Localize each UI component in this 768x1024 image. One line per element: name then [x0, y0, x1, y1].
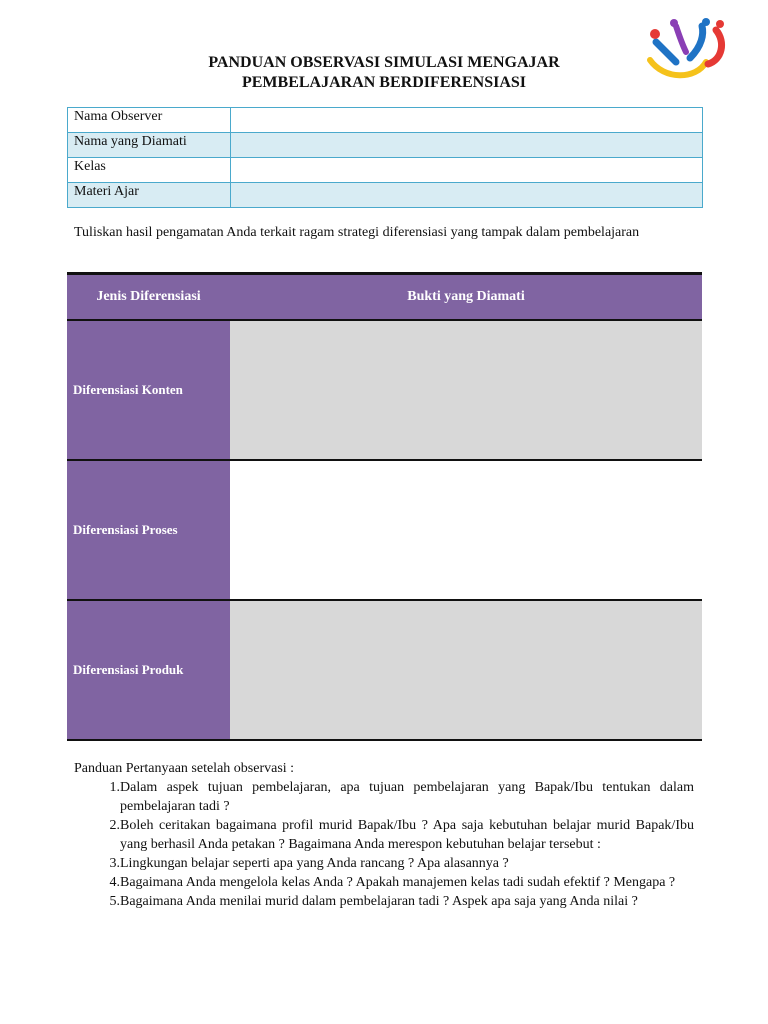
question-number: 2. [109, 818, 120, 833]
question-number: 5. [109, 894, 120, 909]
title-line-1: PANDUAN OBSERVASI SIMULASI MENGAJAR [208, 54, 560, 71]
observed-name-field[interactable] [231, 133, 703, 158]
row-proses [67, 459, 702, 599]
list-item [74, 873, 694, 892]
observer-field[interactable] [231, 108, 703, 133]
question-text: Bagaimana Anda menilai murid dalam pembelajaran tadi ? Aspek apa saja yang Anda nilai ? [120, 894, 638, 909]
class-field[interactable] [231, 158, 703, 183]
question-text: Bagaimana Anda mengelola kelas Anda ? Apakah manajemen kelas tadi sudah efektif ? Mengapa ? [120, 875, 676, 890]
identity-row-observer [68, 108, 703, 133]
question-number: 1. [109, 780, 120, 795]
header-bukti: Bukti yang Diamati [407, 289, 525, 304]
list-item [74, 816, 694, 854]
question-text: Boleh ceritakan bagaimana profil murid Bapak/Ibu ? Apa saja kebutuhan belajar murid Bapak/Ibu yang berhasil Anda petakan ? Bagaimana Anda merespon kebutuhan belajar tersebut : [120, 818, 694, 852]
material-label: Materi Ajar [68, 183, 231, 208]
identity-row-observed [68, 133, 703, 158]
label-konten: Diferensiasi Konten [67, 321, 230, 459]
observed-name-label: Nama yang Diamati [68, 133, 231, 158]
title-line-2: PEMBELAJARAN BERDIFERENSIASI [241, 74, 527, 91]
list-item [74, 854, 694, 873]
guide-questions [74, 759, 694, 911]
question-text: Dalam aspek tujuan pembelajaran, apa tujuan pembelajaran yang Bapak/Ibu tentukan dalam pembelajaran tadi ? [120, 780, 694, 814]
observer-label: Nama Observer [68, 108, 231, 133]
list-item [74, 778, 694, 816]
identity-row-class [68, 158, 703, 183]
identity-table [67, 107, 703, 208]
row-konten [67, 321, 702, 459]
page-title [120, 53, 648, 93]
differentiation-header [67, 275, 702, 321]
header-jenis: Jenis Diferensiasi [96, 289, 201, 304]
identity-row-material [68, 183, 703, 208]
guide-intro: Panduan Pertanyaan setelah observasi : [74, 761, 295, 776]
evidence-produk[interactable] [230, 601, 702, 739]
differentiation-table [67, 272, 702, 741]
evidence-proses[interactable] [230, 461, 702, 599]
evidence-konten[interactable] [230, 321, 702, 459]
material-field[interactable] [231, 183, 703, 208]
row-produk [67, 599, 702, 739]
people-logo-icon [646, 18, 730, 80]
label-produk: Diferensiasi Produk [67, 601, 230, 739]
instruction-text: Tuliskan hasil pengamatan Anda terkait ragam strategi diferensiasi yang tampak dalam pembelajaran [74, 225, 640, 240]
question-list [74, 778, 694, 911]
question-number: 4. [109, 875, 120, 890]
class-label: Kelas [68, 158, 231, 183]
label-proses: Diferensiasi Proses [67, 461, 230, 599]
question-number: 3. [109, 856, 120, 871]
question-text: Lingkungan belajar seperti apa yang Anda rancang ? Apa alasannya ? [120, 856, 509, 871]
list-item [74, 892, 694, 911]
